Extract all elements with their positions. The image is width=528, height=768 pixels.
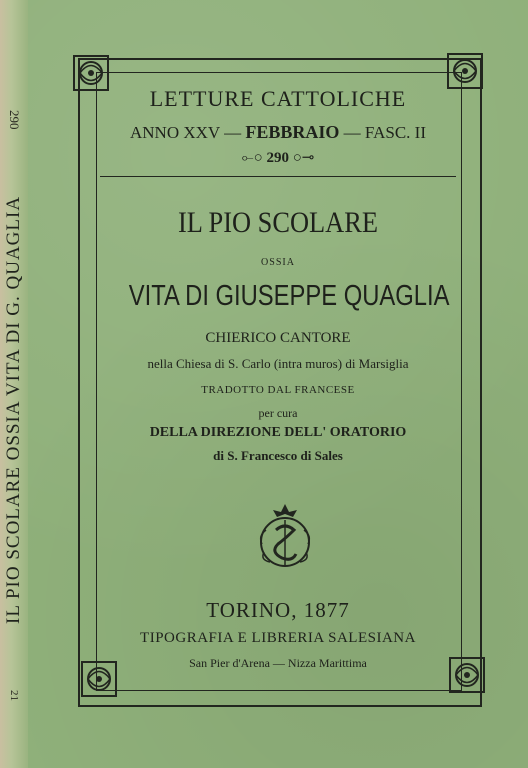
imprint-branches: San Pier d'Arena — Nizza Marittima <box>189 656 367 670</box>
subject-role: CHIERICO CANTORE <box>205 330 351 346</box>
spine-number-bottom: 21 <box>8 690 20 701</box>
imprint-publisher: TIPOGRAFIA E LIBRERIA SALESIANA <box>140 630 416 646</box>
book-subject: VITA DI GIUSEPPE QUAGLIA <box>128 280 450 312</box>
header-divider <box>100 176 456 177</box>
spine-title: IL PIO SCOLARE OSSIA VITA DI G. QUAGLIA <box>3 195 24 625</box>
issue-fasc: — FASC. II <box>343 123 426 142</box>
translation-note: TRADOTTO DAL FRANCESE <box>201 384 355 396</box>
flourish-left-icon: ⟜○ <box>241 150 263 166</box>
editor-oratorio: di S. Francesco di Sales <box>213 448 343 463</box>
subject-place: nella Chiesa di S. Carlo (intra muros) di Marsiglia <box>147 356 409 371</box>
editor-direzione: DELLA DIREZIONE DELL' ORATORIO <box>149 425 407 440</box>
book-title: IL PIO SCOLARE <box>178 206 378 239</box>
imprint-city-year: TORINO, 1877 <box>206 598 350 622</box>
series-title: LETTURE CATTOLICHE <box>149 86 407 111</box>
issue-month: FEBBRAIO <box>245 122 340 142</box>
per-cura: per cura <box>258 406 298 420</box>
title-ossia: OSSIA <box>261 257 295 268</box>
flourish-right-icon: ○⊸ <box>292 150 315 166</box>
spine-number-top: 290 <box>7 110 22 130</box>
issue-number: 290 <box>266 150 289 166</box>
issue-number-line <box>96 148 460 167</box>
issue-line <box>96 122 460 143</box>
sales-monogram-icon <box>252 500 318 572</box>
issue-anno: ANNO XXV — <box>129 123 242 142</box>
